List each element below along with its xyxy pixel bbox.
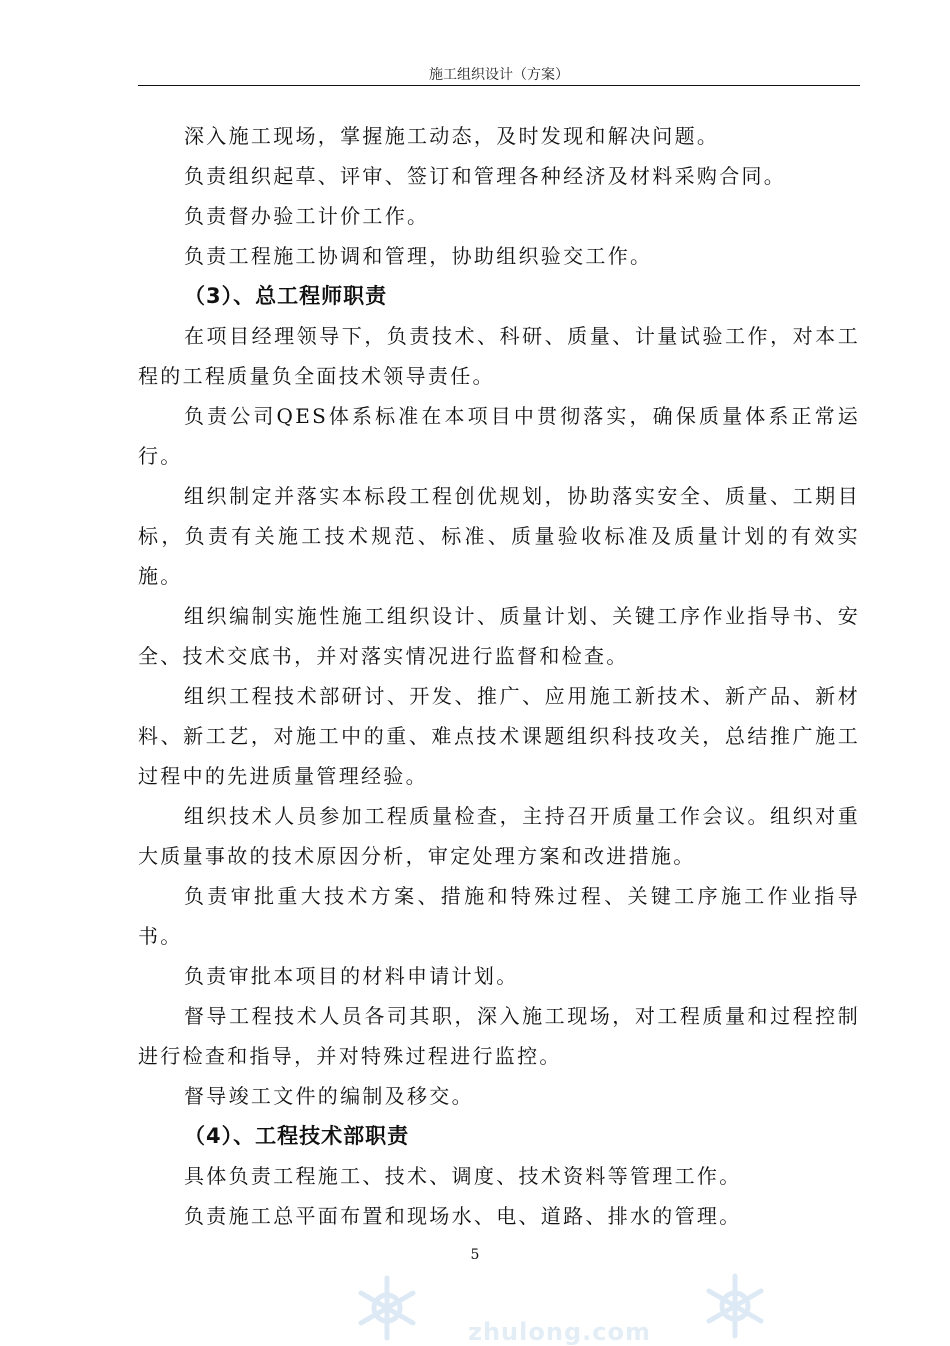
paragraph: 负责组织起草、评审、签订和管理各种经济及材料采购合同。 — [184, 164, 787, 188]
paragraph: 组织制定并落实本标段工程创优规划，协助落实安全、质量、工期目标，负责有关施工技术规范、标准、质量验收标准及质量计划的有效实施。 — [138, 484, 860, 588]
watermark-text: zhulong.com — [468, 1318, 651, 1346]
page-number: 5 — [470, 1247, 480, 1263]
paragraph: 负责公司QES体系标准在本项目中贯彻落实，确保质量体系正常运行。 — [138, 404, 860, 468]
section-heading-chief-engineer: （3）、总工程师职责 — [184, 284, 388, 308]
paragraph: 负责审批重大技术方案、措施和特殊过程、关键工序施工作业指导书。 — [138, 884, 860, 948]
header-divider — [138, 85, 860, 86]
snowflake-watermark-icon — [700, 1271, 770, 1341]
paragraph: 负责督办验工计价工作。 — [184, 204, 430, 228]
paragraph: 督导工程技术人员各司其职，深入施工现场，对工程质量和过程控制进行检查和指导，并对特殊过程进行监控。 — [138, 1004, 860, 1068]
snowflake-watermark-icon — [352, 1273, 422, 1343]
paragraph: 组织工程技术部研讨、开发、推广、应用施工新技术、新产品、新材料、新工艺，对施工中的重、难点技术课题组织科技攻关，总结推广施工过程中的先进质量管理经验。 — [138, 684, 860, 788]
paragraph: 具体负责工程施工、技术、调度、技术资料等管理工作。 — [184, 1164, 742, 1188]
paragraph: 负责工程施工协调和管理，协助组织验交工作。 — [184, 244, 653, 268]
document-body — [138, 116, 860, 1236]
paragraph: 负责施工总平面布置和现场水、电、道路、排水的管理。 — [184, 1204, 742, 1228]
paragraph: 组织编制实施性施工组织设计、质量计划、关键工序作业指导书、安全、技术交底书，并对落实情况进行监督和检查。 — [138, 604, 860, 668]
paragraph: 在项目经理领导下，负责技术、科研、质量、计量试验工作，对本工程的工程质量负全面技术领导责任。 — [138, 324, 860, 388]
paragraph: 组织技术人员参加工程质量检查，主持召开质量工作会议。组织对重大质量事故的技术原因分析，审定处理方案和改进措施。 — [138, 804, 860, 868]
paragraph: 负责审批本项目的材料申请计划。 — [184, 964, 519, 988]
page-header: 施工组织设计（方案） — [429, 67, 569, 83]
paragraph: 督导竣工文件的编制及移交。 — [184, 1084, 474, 1108]
paragraph: 深入施工现场，掌握施工动态，及时发现和解决问题。 — [184, 124, 720, 148]
section-heading-engineering-dept: （4）、工程技术部职责 — [184, 1124, 410, 1148]
